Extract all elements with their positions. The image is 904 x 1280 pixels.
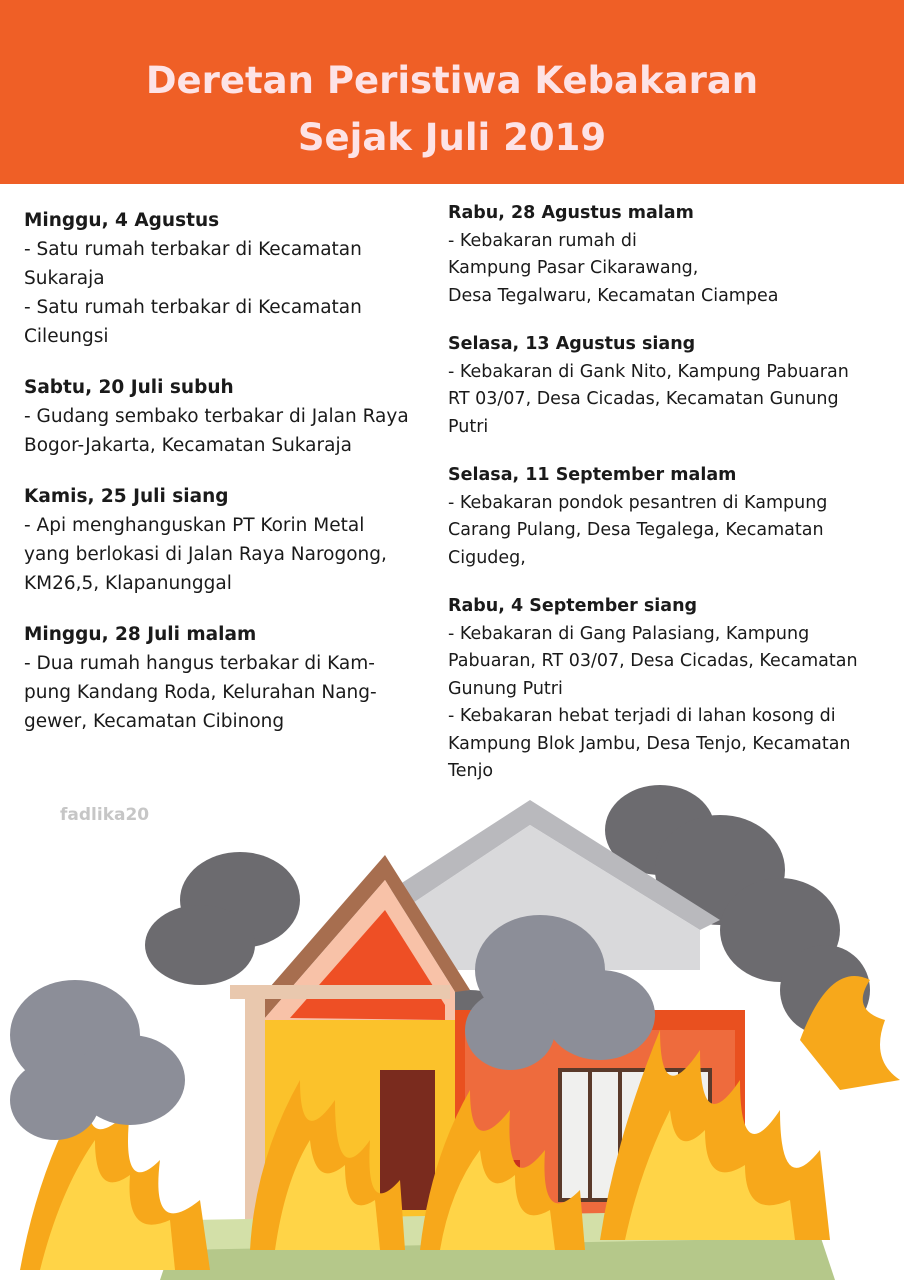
title-line-2: Sejak Juli 2019: [297, 116, 607, 159]
event-entry: [24, 482, 444, 598]
event-entry: [24, 373, 444, 460]
page-title: [0, 52, 904, 166]
title-line-1: Deretan Peristiwa Kebakaran: [145, 59, 759, 102]
event-description: - Satu rumah terbakar di Kecamatan Cileungsi: [24, 297, 362, 347]
event-date: Selasa, 11 September malam: [448, 465, 737, 485]
event-description: - Satu rumah terbakar di Kecamatan Sukaraja: [24, 239, 362, 289]
left-column: [24, 206, 444, 736]
event-date: Rabu, 4 September siang: [448, 596, 698, 616]
event-description: - Gudang sembako terbakar di Jalan Raya Bogor-Jakarta, Kecamatan Sukaraja: [24, 406, 409, 456]
event-entry: [448, 462, 894, 572]
event-date: Sabtu, 20 Juli subuh: [24, 377, 234, 398]
event-description: - Dua rumah hangus terbakar di Kam- pung Kandang Roda, Kelurahan Nang- gewer, Kecamatan Cibinong: [24, 653, 377, 732]
event-description: - Kebakaran hebat terjadi di lahan kosong di Kampung Blok Jambu, Desa Tenjo, Kecamatan Tenjo: [448, 706, 851, 781]
event-date: Rabu, 28 Agustus malam: [448, 203, 694, 223]
event-description: - Kebakaran di Gang Palasiang, Kampung Pabuaran, RT 03/07, Desa Cicadas, Kecamatan Gunung Putri: [448, 623, 858, 699]
event-date: Selasa, 13 Agustus siang: [448, 334, 696, 354]
event-description: - Kebakaran di Gank Nito, Kampung Pabuaran RT 03/07, Desa Cicadas, Kecamatan Gunung Putri: [448, 361, 849, 437]
event-entry: [24, 620, 444, 736]
event-date: Kamis, 25 Juli siang: [24, 486, 229, 507]
header-banner: [0, 0, 904, 184]
right-column: [448, 200, 894, 786]
event-description: - Kebakaran rumah di Kampung Pasar Cikarawang, Desa Tegalwaru, Kecamatan Ciampea: [448, 230, 779, 306]
event-entry: [448, 200, 894, 310]
event-description: - Kebakaran pondok pesantren di Kampung Carang Pulang, Desa Tegalega, Kecamatan Cigudeg,: [448, 492, 828, 568]
author-credit: fadlika20: [60, 805, 150, 825]
event-date: Minggu, 28 Juli malam: [24, 624, 257, 645]
event-date: Minggu, 4 Agustus: [24, 210, 220, 231]
event-entry: [448, 593, 894, 786]
event-entry: [448, 331, 894, 441]
event-entry: [24, 206, 444, 351]
event-description: - Api menghanguskan PT Korin Metal yang berlokasi di Jalan Raya Narogong, KM26,5, Klapanunggal: [24, 515, 387, 594]
burning-house-illustration: [0, 780, 904, 1280]
